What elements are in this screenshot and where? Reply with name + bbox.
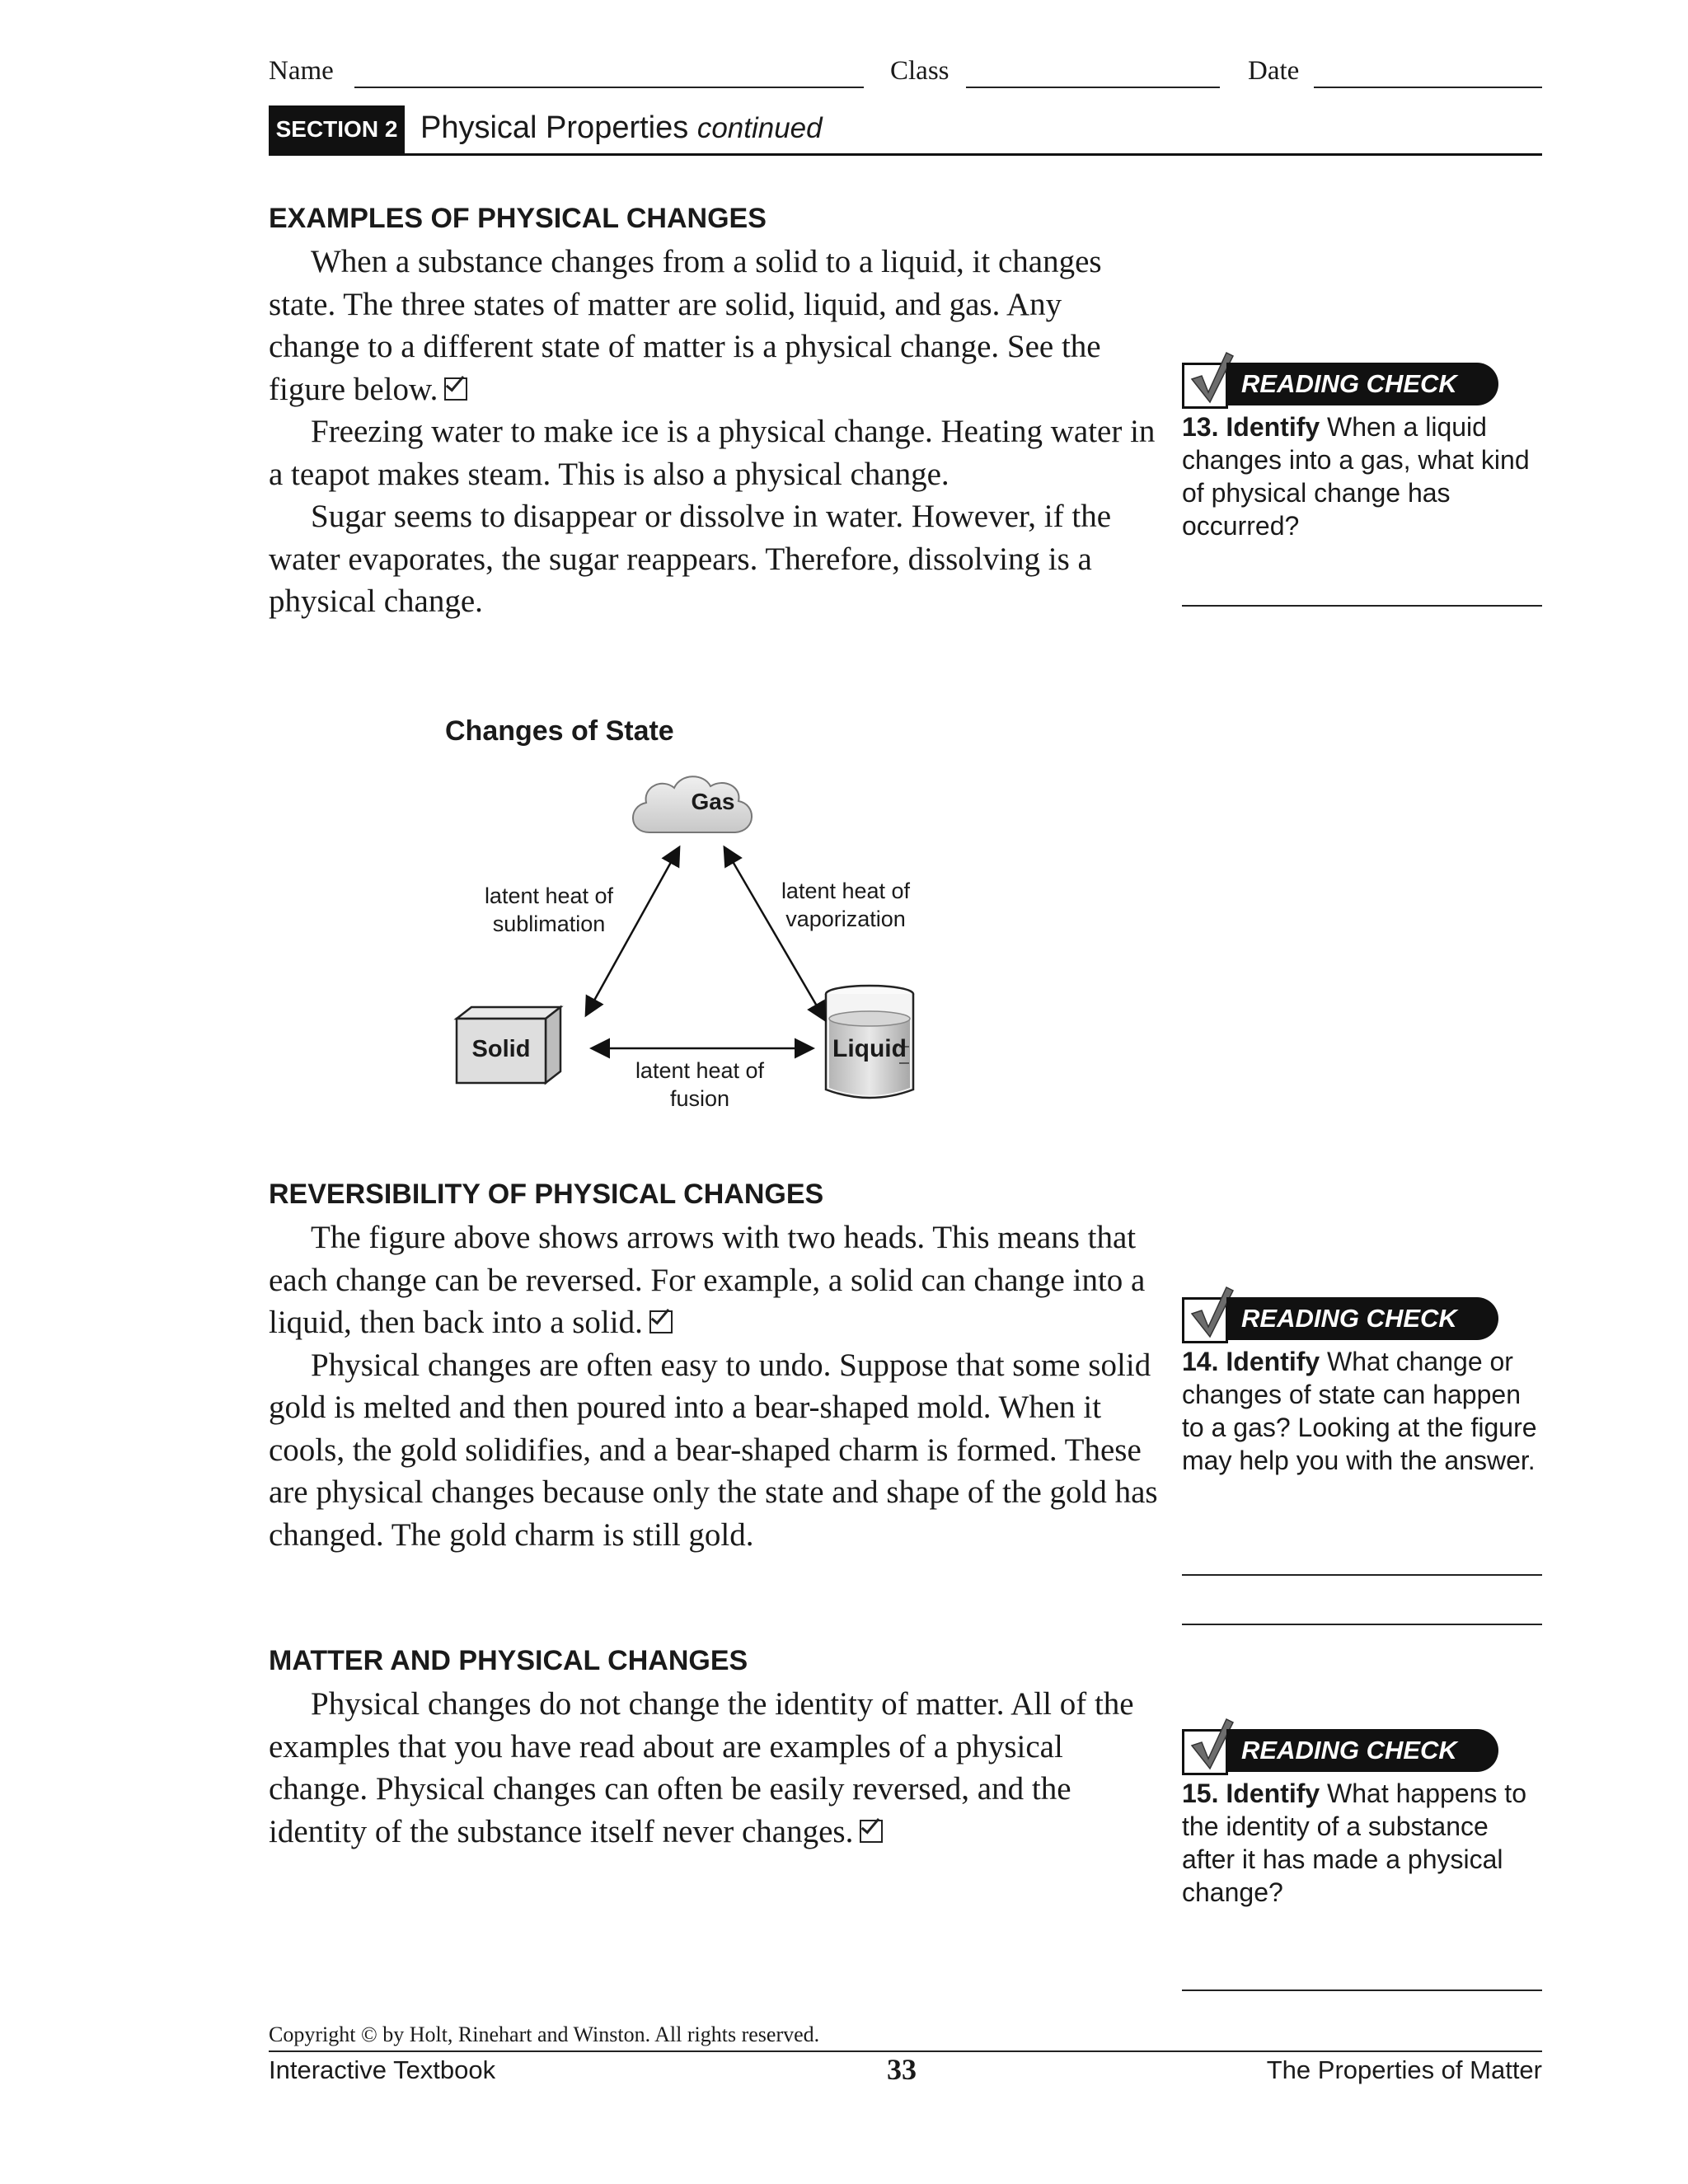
examples-paragraph-2: Freezing water to make ice is a physical change. Heating water in a teapot makes steam. This is also a physical change. (269, 414, 1156, 492)
vaporization-label (755, 877, 936, 933)
name-field[interactable] (354, 87, 864, 88)
matter-text (269, 1683, 1159, 1853)
footer-book-title: Interactive Textbook (269, 2055, 496, 2084)
fusion-label-line-2: fusion (669, 1086, 730, 1111)
examples-paragraph-3: Sugar seems to disappear or dissolve in water. However, if the water evaporates, the sugar reappears. Therefore, dissolving is a physical change. (269, 499, 1112, 619)
solid-label: Solid (471, 1036, 531, 1062)
heading-reversibility: REVERSIBILITY OF PHYSICAL CHANGES (269, 1179, 824, 1210)
reading-check-badge (1182, 356, 1545, 402)
vaporization-label-line-1: latent heat of (781, 879, 911, 903)
question-verb: Identify (1226, 1779, 1320, 1808)
class-field[interactable] (966, 87, 1220, 88)
reading-check-badge (1182, 1291, 1545, 1337)
reading-check-14 (1182, 1291, 1545, 1477)
section-tag: SECTION 2 (269, 105, 405, 153)
liquid-label: Liquid (832, 1035, 907, 1062)
question-number: 14. (1182, 1347, 1219, 1376)
changes-of-state-figure (445, 709, 1022, 1121)
examples-text (269, 241, 1159, 623)
vaporization-label-line-2: vaporization (785, 907, 906, 931)
class-label: Class (890, 56, 950, 86)
reading-check-question (1182, 410, 1545, 542)
reading-check-pill: READING CHECK (1226, 1297, 1498, 1340)
question-text: When a liquid changes into a gas, what kind of physical change has occurred? (1182, 412, 1530, 541)
heading-matter: MATTER AND PHYSICAL CHANGES (269, 1645, 748, 1676)
sublimation-label-line-2: sublimation (492, 912, 606, 936)
checkmark-icon (649, 1310, 673, 1333)
examples-paragraph-1: When a substance changes from a solid to a liquid, it changes state. The three states of matter are solid, liquid, and gas. Any change to a different state of matter is a physical change. See the figure below. (269, 244, 1102, 407)
question-text: What happens to the identity of a substance after it has made a physical change? (1182, 1779, 1526, 1907)
reading-check-pill: READING CHECK (1226, 363, 1498, 405)
question-text: What change or changes of state can happen to a gas? Looking at the figure may help you with the answer. (1182, 1347, 1537, 1475)
reversibility-paragraph-1: The figure above shows arrows with two heads. This means that each change can be reversed. For example, a solid can change into a liquid, then back into a solid. (269, 1220, 1146, 1340)
question-verb: Identify (1226, 1347, 1320, 1376)
answer-line-15[interactable] (1182, 1990, 1542, 1991)
page-number: 33 (887, 2053, 917, 2086)
fusion-label-line-1: latent heat of (635, 1058, 765, 1083)
reading-check-question (1182, 1777, 1545, 1909)
checkmark-icon (444, 377, 467, 401)
reading-check-13 (1182, 356, 1545, 542)
section-title (420, 107, 823, 149)
question-verb: Identify (1226, 412, 1320, 442)
date-field[interactable] (1314, 87, 1542, 88)
copyright-text: Copyright © by Holt, Rinehart and Winston. All rights reserved. (269, 2022, 820, 2046)
fusion-label (607, 1057, 793, 1113)
answer-line-13[interactable] (1182, 605, 1542, 607)
section-title-text: Physical Properties (420, 110, 689, 145)
sublimation-label-line-1: latent heat of (484, 883, 614, 908)
figure-title: Changes of State (445, 715, 674, 747)
matter-paragraph-1: Physical changes do not change the identity of matter. All of the examples that you have read about are examples of a physical change. Physical changes can often be easily reversed, and the identity of the substance itself never changes. (269, 1686, 1134, 1849)
section-continued: continued (696, 112, 823, 144)
name-label: Name (269, 56, 334, 86)
answer-line-14a[interactable] (1182, 1574, 1542, 1576)
reversibility-text (269, 1216, 1159, 1556)
reading-check-question (1182, 1345, 1545, 1477)
gas-label: Gas (691, 789, 735, 814)
reversibility-paragraph-2: Physical changes are often easy to undo. Suppose that some solid gold is melted and then poured into a bear-shaped mold. When it cools, the gold solidifies, and a bear-shaped charm is formed. These are physical changes because only the state and shape of the gold has changed. The gold charm is still gold. (269, 1347, 1158, 1553)
reading-check-pill: READING CHECK (1226, 1729, 1498, 1772)
heading-examples: EXAMPLES OF PHYSICAL CHANGES (269, 203, 767, 234)
question-number: 15. (1182, 1779, 1219, 1808)
section-header (269, 105, 1542, 156)
checkmark-icon (860, 1820, 883, 1843)
date-label: Date (1248, 56, 1300, 86)
reading-check-badge (1182, 1722, 1545, 1769)
answer-line-14b[interactable] (1182, 1624, 1542, 1625)
question-number: 13. (1182, 412, 1219, 442)
vaporization-arrow (725, 849, 824, 1019)
reading-check-15 (1182, 1722, 1545, 1909)
sublimation-label (458, 882, 640, 938)
footer-chapter-title: The Properties of Matter (1266, 2055, 1542, 2084)
